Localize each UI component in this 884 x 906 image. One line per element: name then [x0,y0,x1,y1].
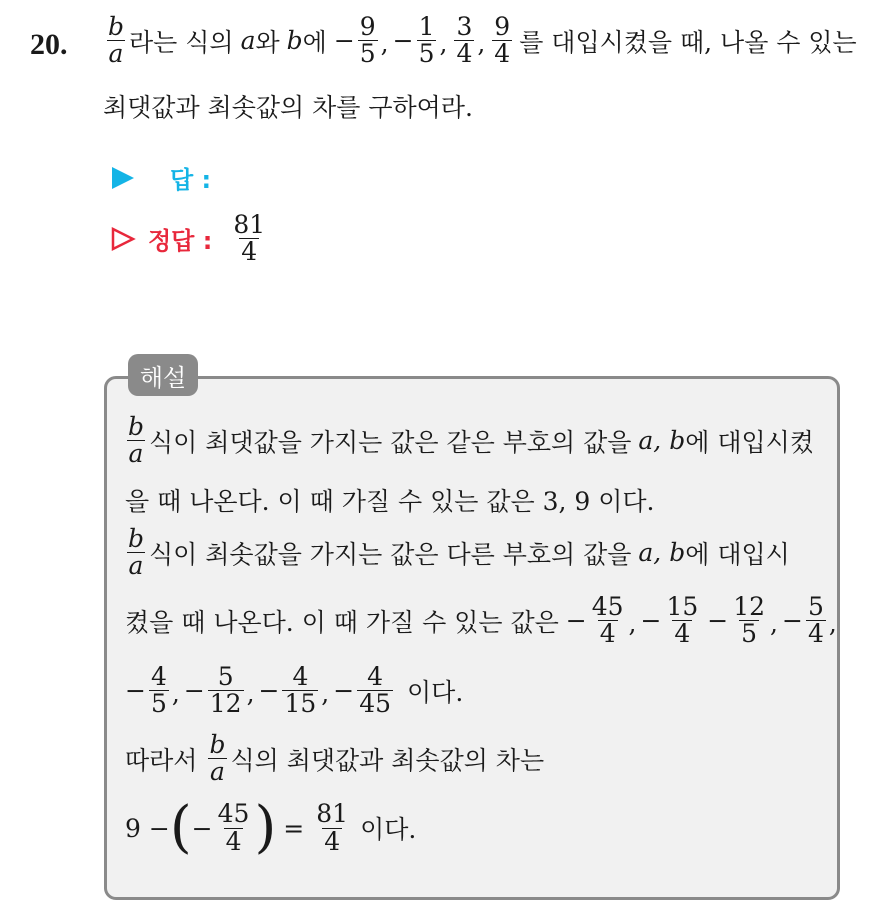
math-sign: − [258,676,280,706]
math-sign: − [333,676,355,706]
separator: , [477,28,486,58]
problem-line-1 [103,14,857,68]
fraction [806,594,826,648]
separator: , [828,608,837,638]
fraction [282,664,318,718]
signed-fraction [259,664,330,718]
fraction [590,594,626,648]
frac-numerator: 5 [217,662,234,691]
result-fraction [314,801,350,855]
right-paren: ) [254,795,277,860]
signed-fraction [393,14,448,68]
answer-label: 답 : [170,166,212,194]
frac-numerator: b [209,730,226,759]
frac-denominator: a [108,39,124,69]
separator: , [628,608,637,638]
frac-numerator: 5 [807,592,824,621]
frac-denominator: 4 [494,39,511,69]
fraction [216,801,252,855]
frac-b-over-a [106,14,126,68]
problem-text: 에 [302,27,327,57]
minimum-candidates-cont [125,664,400,718]
problem-text: 라는 식의 [129,27,234,57]
frac-denominator: a [128,551,144,581]
math-sign: − [333,26,355,56]
fraction [664,594,700,648]
frac-denominator: 4 [225,826,242,856]
frac-denominator: 4 [674,619,691,649]
fraction [208,664,244,718]
frac-numerator: b [108,12,125,41]
frac-denominator: 4 [324,826,341,856]
signed-fraction [451,14,485,68]
frac-numerator: 4 [150,662,167,691]
math-term: 9 − [125,813,170,843]
frac-numerator: b [128,524,145,553]
separator: , [321,678,330,708]
frac-denominator: 4 [456,39,473,69]
solution-text: 켰을 때 나온다. 이 때 가질 수 있는 값은 [125,607,559,637]
solution-line-3 [123,526,790,580]
solution-line-7 [125,795,417,860]
fraction [454,14,474,68]
frac-numerator: 9 [494,12,511,41]
frac-numerator: b [128,412,145,441]
math-sign: − [707,606,729,636]
vars-a-b: a, b [638,426,686,456]
frac-denominator: a [210,757,225,787]
separator: , [380,28,389,58]
signed-fraction [782,594,837,648]
problem-number: 20. [30,28,68,61]
frac-denominator: 5 [150,689,167,719]
signed-fraction [489,14,515,68]
var-b: b [286,26,303,56]
frac-denominator: 45 [359,689,392,719]
separator: , [171,678,180,708]
signed-fraction [125,664,180,718]
problem-line-2: 최댓값과 최솟값의 차를 구하여라. [103,93,473,122]
signed-fraction [707,594,778,648]
solution-line-2: 을 때 나온다. 이 때 가질 수 있는 값은 3, 9 이다. [125,487,655,516]
signed-fraction [333,664,396,718]
solution-tag: 해설 [128,354,198,396]
correct-triangle-outline-icon [110,226,136,252]
separator: , [439,28,448,58]
vars-a-b: a, b [638,538,686,568]
fraction [358,14,378,68]
correct-answer-value [231,212,267,266]
problem-text: 를 대입시켰을 때, 나올 수 있는 [519,27,857,57]
signed-fraction [641,594,704,648]
left-paren: ( [169,795,192,860]
solution-text: 이다. [407,677,464,707]
separator: , [246,678,255,708]
signed-fraction [566,594,637,648]
solution-text: 에 대입시 [685,539,790,569]
separator: , [770,608,778,638]
solution-text: 식의 최댓값과 최솟값의 차는 [230,745,545,775]
signed-fraction [334,14,389,68]
math-sign: − [191,813,213,843]
frac-denominator: 4 [241,237,258,267]
solution-line-4 [125,594,841,648]
frac-numerator: 45 [591,592,624,621]
solution-text: 에 대입시켰 [685,427,814,457]
frac-numerator: 1 [418,12,435,41]
problem-values [334,14,519,68]
frac-denominator: a [128,439,144,469]
frac-denominator: 5 [418,39,435,69]
frac-numerator: 4 [367,662,384,691]
solution-text: 이다. [360,815,417,844]
frac-b-over-a [207,732,227,786]
math-sign: − [125,676,146,706]
solution-text: 식이 최솟값을 가지는 값은 다른 부호의 값을 [149,539,632,569]
frac-numerator: 12 [733,592,766,621]
frac-denominator: 4 [807,619,824,649]
answer-triangle-icon [110,165,136,191]
frac-denominator: 4 [599,619,616,649]
fraction [357,664,393,718]
frac-numerator: 4 [292,662,309,691]
frac-b-over-a [126,414,146,468]
equals-sign: = [283,813,305,843]
answer-row [110,160,211,195]
frac-denominator: 5 [741,619,758,649]
solution-text: 따라서 [125,745,198,775]
frac-denominator: 12 [209,689,242,719]
frac-numerator: 3 [456,12,473,41]
frac-numerator: 45 [217,799,250,829]
frac-denominator: 5 [359,39,376,69]
frac-b-over-a [126,526,146,580]
signed-fraction [184,664,255,718]
correct-answer-row [110,212,270,266]
math-sign: − [183,676,205,706]
minimum-candidates [566,594,841,648]
solution-line-5 [125,664,463,718]
frac-numerator: 9 [359,12,376,41]
math-sign: − [392,26,414,56]
problem-text: 와 [255,27,280,57]
fraction [492,14,512,68]
correct-answer-label: 정답 : [148,227,213,256]
var-a: a [240,26,256,56]
solution-text: 식이 최댓값을 가지는 값은 같은 부호의 값을 [149,427,632,457]
fraction [731,594,767,648]
fraction [417,14,437,68]
frac-numerator: 81 [233,210,266,239]
math-sign: − [640,606,662,636]
solution-line-6 [125,732,544,786]
math-sign: − [781,606,803,636]
fraction [149,664,169,718]
solution-line-1 [123,414,814,468]
frac-numerator: 81 [316,799,349,829]
math-sign: − [565,606,587,636]
frac-denominator: 15 [284,689,317,719]
frac-numerator: 15 [666,592,699,621]
